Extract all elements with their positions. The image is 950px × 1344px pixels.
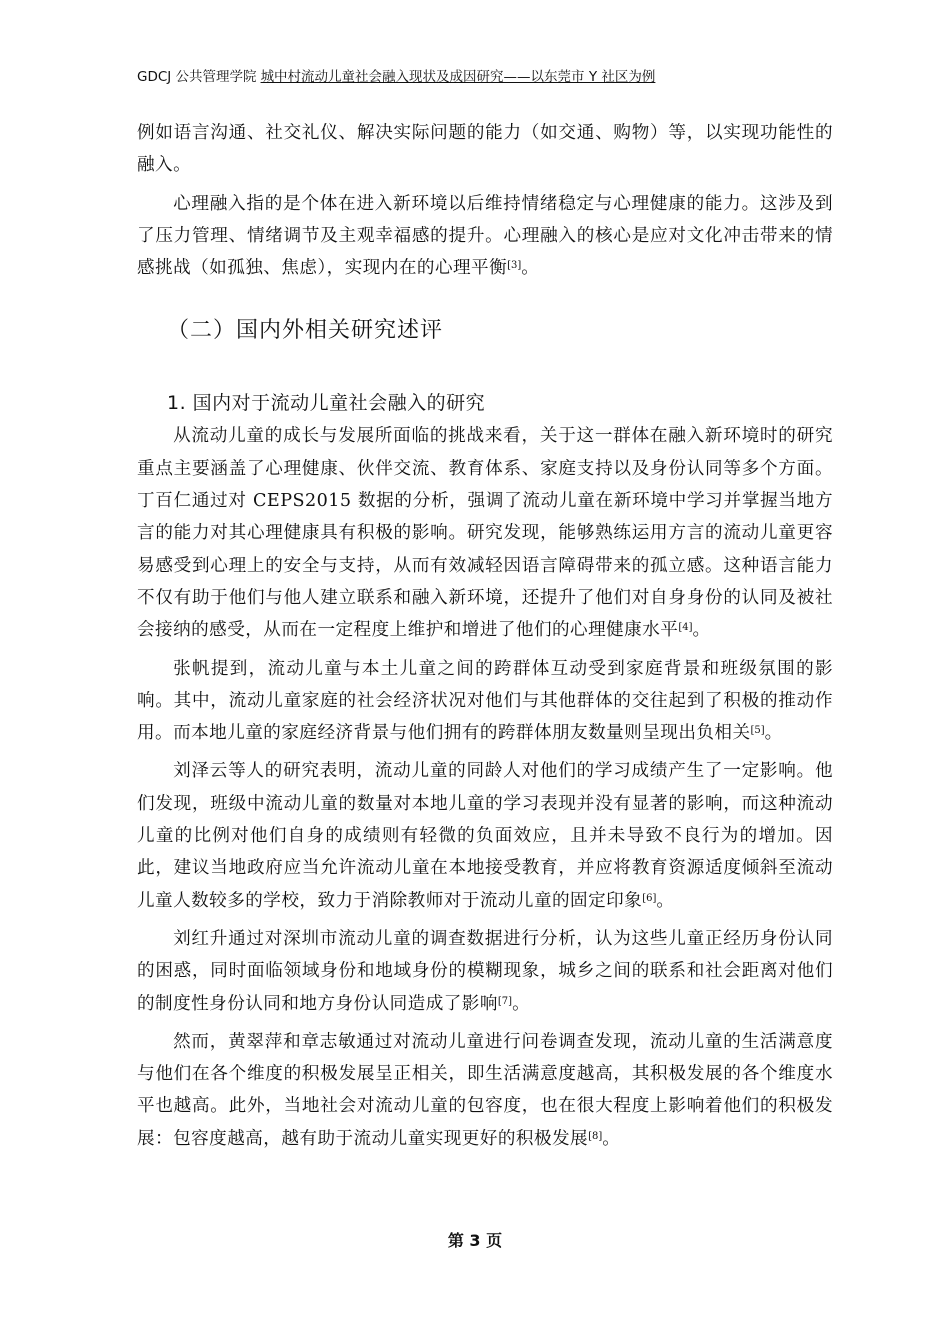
paragraph-domestic-research: 从流动儿童的成长与发展所面临的挑战来看，关于这一群体在融入新环境时的研究重点主要涵盖了心理健康、伙伴交流、教育体系、家庭支持以及身份认同等多个方面。丁百仁通过对 CEPS2015 数据的分析，强调了流动儿童在新环境中学习并掌握当地方言的能力对其心理健康具有积极的影响。研究发现，能够熟练运用方言的流动儿童更容易感受到心理上的安全与支持，从而有效减轻因语言障碍带来的孤立感。这种语言能力不仅有助于他们与他人建立联系和融入新环境，还提升了他们对自身身份的认同及被社会接纳的感受，从而在一定程度上维护和增进了他们的心理健康水平[4]。	[137, 426, 833, 641]
running-header	[137, 68, 827, 86]
citation-ref[interactable]: [6]	[642, 892, 657, 904]
paragraph-zhang-fan: 张帆提到，流动儿童与本土儿童之间的跨群体互动受到家庭背景和班级氛围的影响。其中，流动儿童家庭的社会经济状况对他们与其他群体的交往起到了积极的推动作用。而本地儿童的家庭经济背景与他们拥有的跨群体朋友数量则呈现出负相关[5]。	[137, 658, 833, 744]
citation-ref[interactable]: [5]	[750, 725, 765, 737]
citation-ref[interactable]: [3]	[507, 260, 522, 272]
header-title: 城中村流动儿童社会融入现状及成因研究——以东莞市 Y 社区为例	[260, 69, 656, 85]
paragraph-huang-cuiping: 然而，黄翠萍和章志敏通过对流动儿童进行问卷调查发现，流动儿童的生活满意度与他们在各个维度的积极发展呈正相关，即生活满意度越高，其积极发展的各个维度水平也越高。此外，当地社会对流动儿童的包容度，也在很大程度上影响着他们的积极发展：包容度越高，越有助于流动儿童实现更好的积极发展[8]。	[137, 1031, 833, 1149]
paragraph-psychological-integration: 心理融入指的是个体在进入新环境以后维持情绪稳定与心理健康的能力。这涉及到了压力管理、情绪调节及主观幸福感的提升。心理融入的核心是应对文化冲击带来的情感挑战（如孤独、焦虑），实现内在的心理平衡[3]。	[137, 193, 833, 279]
page-body	[137, 117, 833, 1161]
section-heading: （二）国内外相关研究述评	[167, 318, 444, 344]
page-number: 第 3 页	[447, 1231, 503, 1250]
citation-ref[interactable]: [4]	[678, 622, 693, 634]
citation-ref[interactable]: [8]	[588, 1130, 603, 1142]
paragraph-liu-hongsheng: 刘红升通过对深圳市流动儿童的调查数据进行分析，认为这些儿童正经历身份认同的困惑，同时面临领域身份和地域身份的模糊现象，城乡之间的联系和社会距离对他们的制度性身份认同和地方身份认同造成了影响[7]。	[137, 928, 833, 1014]
paragraph-continuation: 例如语言沟通、社交礼仪、解决实际问题的能力（如交通、购物）等，以实现功能性的融入。	[137, 123, 833, 176]
subsection-heading: 1. 国内对于流动儿童社会融入的研究	[167, 392, 486, 415]
header-institution: GDCJ 公共管理学院	[137, 69, 257, 85]
citation-ref[interactable]: [7]	[497, 995, 513, 1007]
paragraph-liu-zeyun: 刘泽云等人的研究表明，流动儿童的同龄人对他们的学习成绩产生了一定影响。他们发现，班级中流动儿童的数量对本地儿童的学习表现并没有显著的影响，而这种流动儿童的比例对他们自身的成绩则有轻微的负面效应，且并未导致不良行为的增加。因此，建议当地政府应当允许流动儿童在本地接受教育，并应将教育资源适度倾斜至流动儿童人数较多的学校，致力于消除教师对于流动儿童的固定印象[6]。	[137, 761, 833, 911]
